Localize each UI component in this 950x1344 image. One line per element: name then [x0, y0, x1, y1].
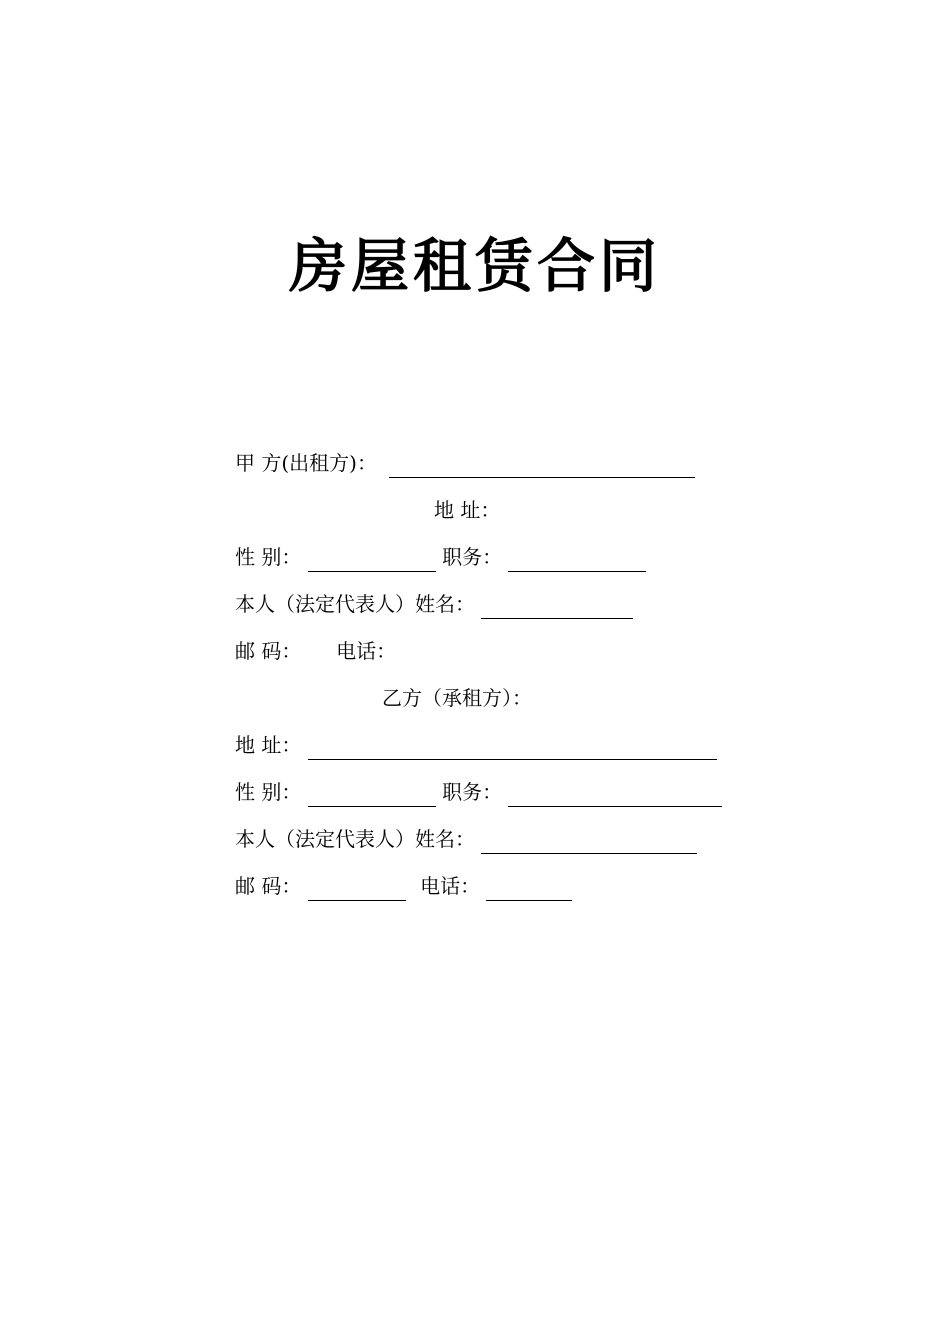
party-b-address-label: 地 址：	[235, 733, 302, 757]
party-a-representative-field[interactable]	[481, 596, 633, 619]
party-b-heading-label: 乙方（承租方）：	[382, 686, 532, 710]
party-b-heading-row	[382, 683, 532, 713]
party-a-gender-row	[235, 542, 646, 572]
party-b-postcode-field[interactable]	[308, 878, 406, 901]
party-a-contact-row	[235, 636, 396, 666]
party-b-position-label: 职务：	[442, 780, 503, 804]
party-b-address-row	[235, 730, 717, 760]
party-b-phone-label: 电话：	[420, 874, 481, 898]
party-b-contact-row	[235, 871, 572, 901]
party-a-representative-label: 本人（法定代表人）姓名：	[235, 592, 475, 616]
party-b-gender-field[interactable]	[308, 784, 436, 807]
party-a-postcode-label: 邮 码：	[235, 639, 302, 663]
party-b-address-field[interactable]	[308, 737, 717, 760]
party-a-representative-row	[235, 589, 633, 619]
party-b-phone-field[interactable]	[486, 878, 572, 901]
party-b-representative-row	[235, 824, 697, 854]
party-a-address-label: 地 址：	[434, 498, 501, 522]
party-a-gender-field[interactable]	[308, 549, 436, 572]
party-a-name-field[interactable]	[389, 455, 695, 478]
party-b-postcode-label: 邮 码：	[235, 874, 302, 898]
party-b-representative-label: 本人（法定代表人）姓名：	[235, 827, 475, 851]
party-a-heading-label: 甲 方(出租方)：	[235, 451, 377, 475]
party-a-position-field[interactable]	[508, 549, 646, 572]
party-a-phone-label: 电话：	[336, 639, 397, 663]
party-a-position-label: 职务：	[442, 545, 503, 569]
party-a-heading-row	[235, 448, 695, 478]
party-b-position-field[interactable]	[508, 784, 722, 807]
party-a-gender-label: 性 别：	[235, 545, 302, 569]
party-b-representative-field[interactable]	[481, 831, 697, 854]
party-a-address-row	[434, 495, 500, 525]
party-b-gender-label: 性 别：	[235, 780, 302, 804]
contract-title: 房屋租赁合同	[288, 232, 661, 300]
party-b-gender-row	[235, 777, 722, 807]
